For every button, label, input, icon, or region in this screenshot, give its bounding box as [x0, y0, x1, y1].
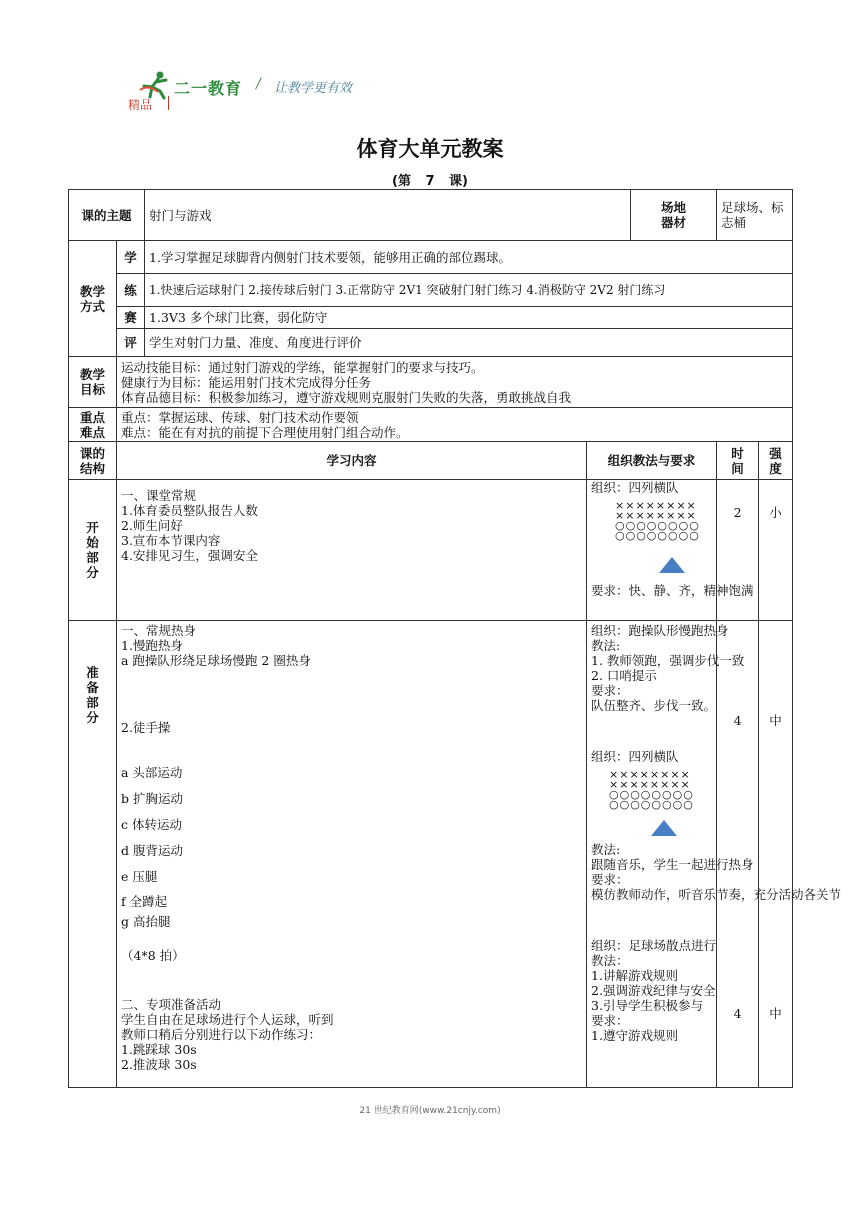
page-title: 体育大单元教案: [356, 137, 504, 161]
exercise-line: f 全蹲起: [121, 894, 168, 909]
col-intensity: 强 度: [759, 442, 793, 480]
org-line: 1.遵守游戏规则: [591, 1028, 678, 1043]
goals-text: [117, 357, 793, 408]
start-organization: [587, 480, 754, 621]
content-line: 2.徒手操: [121, 720, 171, 735]
goals-row: [69, 357, 793, 408]
start-label: 开 始 部 分: [69, 480, 117, 621]
prep-time-2: 4: [733, 1006, 742, 1021]
keypoints-label: 重点 难点: [69, 408, 117, 442]
content-line: 1.跳踩球 30s: [121, 1042, 197, 1057]
exercise-line: a 头部运动: [121, 765, 183, 780]
teacher-triangle-icon: [651, 820, 677, 836]
org-line: 要求：: [591, 1013, 629, 1028]
org-line: 跟随音乐，学生一起进行热身: [591, 857, 754, 872]
goal-line: 健康行为目标：能运用射门技术完成得分任务: [121, 374, 372, 390]
method-key: 练: [117, 274, 145, 307]
prep-organization: [587, 621, 842, 1088]
content-line: 2.师生问好: [121, 518, 183, 533]
method-key: 赛: [117, 307, 145, 329]
theme-label: 课的主题: [69, 190, 145, 241]
badge-label: 精品: [128, 98, 153, 112]
prep-intensity-2: 中: [769, 1006, 782, 1021]
start-time: 2: [717, 480, 759, 621]
formation-row: ○○○○○○○○: [609, 798, 694, 811]
logo-slogan: 让教学更有效: [274, 81, 353, 96]
column-header-row: [69, 442, 793, 480]
org-title: 组织：四列横队: [591, 480, 679, 495]
org-title: 组织：四列横队: [591, 749, 679, 764]
formation-row: ××××××××: [615, 499, 697, 512]
goal-line: 体育品德目标：积极参加练习，遵守游戏规则克服射门失败的失落，勇敢挑战自我: [121, 389, 572, 405]
org-line: 模仿教师动作，听音乐节奏，充分活动各关节: [591, 887, 842, 902]
content-line: 教师口稍后分别进行以下动作练习：: [121, 1027, 322, 1042]
keypoints-text: [117, 408, 793, 442]
org-line: 教法:: [591, 638, 621, 653]
badge-divider: [168, 96, 169, 110]
col-organization: 组织教法与要求: [587, 442, 717, 480]
org-line: 队伍整齐、步伐一致。: [591, 698, 717, 713]
content-line: 3.宣布本节课内容: [121, 533, 221, 548]
prep-content: [117, 621, 587, 1088]
method-text: 学生对射门力量、准度、角度进行评价: [145, 329, 793, 357]
formation-diagram: [591, 495, 791, 547]
content-line: 学生自由在足球场进行个人运球，听到: [121, 1012, 334, 1027]
theme-row: [69, 190, 793, 241]
exercise-line: e 压腿: [121, 869, 158, 884]
requirement-line: 要求：快、静、齐，精神饱满: [591, 583, 754, 598]
teacher-triangle-icon: [659, 557, 685, 573]
org-line: 3.引导学生积极参与: [591, 998, 703, 1013]
formation-row: ××××××××: [609, 778, 691, 791]
prep-time-1: 4: [733, 713, 742, 728]
org-line: 组织：足球场散点进行: [591, 938, 717, 953]
method-text: 1.3V3 多个球门比赛，弱化防守: [145, 307, 793, 329]
method-key: 评: [117, 329, 145, 357]
content-line: a 跑操队形绕足球场慢跑 2 圈热身: [121, 653, 311, 668]
formation-row: ○○○○○○○○: [615, 529, 700, 542]
formation-row: ○○○○○○○○: [615, 519, 700, 532]
prep-intensity-1: 中: [769, 713, 782, 728]
keypoint-line: 难点：能在有对抗的前提下合理使用射门组合动作。: [121, 424, 409, 440]
lesson-plan-table: [68, 189, 842, 1088]
formation-row: ××××××××: [609, 768, 691, 781]
keypoint-line: 重点：掌握运球、传球、射门技术动作要领: [121, 409, 359, 425]
org-line: 2. 口哨提示: [591, 668, 657, 683]
org-line: 1. 教师领跑，强调步伐一致: [591, 653, 745, 668]
prep-section-row: [69, 621, 793, 1088]
content-line: 一、课堂常规: [121, 488, 197, 503]
method-row: [69, 241, 793, 274]
site-header: [128, 66, 428, 116]
lesson-number: (第 7 课): [392, 174, 468, 189]
method-row: [69, 307, 793, 329]
org-line: 要求：: [591, 683, 629, 698]
start-section-row: [69, 480, 793, 621]
theme-value: 射门与游戏: [145, 190, 631, 241]
exercise-line: b 扩胸运动: [121, 791, 183, 806]
col-content: 学习内容: [117, 442, 587, 480]
org-line: 教法：: [591, 953, 629, 968]
prep-intensity: [759, 621, 793, 1088]
start-intensity: 小: [759, 480, 793, 621]
method-row: [69, 274, 793, 307]
content-line: 一、常规热身: [121, 623, 197, 638]
goals-label: 教学 目标: [69, 357, 117, 408]
prep-label: 准 备 部 分: [69, 621, 117, 1088]
venue-value: 足球场、标志桶: [717, 190, 793, 241]
org-line: 教法:: [591, 842, 621, 857]
venue-label: 场地 器材: [631, 190, 717, 241]
org-line: 要求：: [591, 872, 629, 887]
content-line: 2.推波球 30s: [121, 1057, 197, 1072]
exercise-line: g 高抬腿: [121, 914, 171, 929]
logo-separator: /: [256, 76, 261, 92]
formation-diagram: [591, 764, 791, 816]
org-line: 组织：跑操队形慢跑热身: [591, 623, 729, 638]
method-text: 1.学习掌握足球脚背内侧射门技术要领，能够用正确的部位踢球。: [145, 241, 793, 274]
methods-label: 教学 方式: [69, 241, 117, 357]
goal-line: 运动技能目标：通过射门游戏的学练，能掌握射门的要求与技巧。: [121, 359, 484, 375]
exercise-line: c 体转运动: [121, 817, 182, 832]
logo-text: 二一教育: [174, 79, 243, 98]
content-line: 1.体育委员整队报告人数: [121, 503, 258, 518]
content-line: 1.慢跑热身: [121, 638, 183, 653]
formation-row: ××××××××: [615, 509, 697, 522]
exercise-line: d 腹背运动: [121, 843, 183, 858]
col-structure: 课的 结构: [69, 442, 117, 480]
keypoints-row: [69, 408, 793, 442]
formation-row: ○○○○○○○○: [609, 788, 694, 801]
col-time: 时 间: [717, 442, 759, 480]
method-key: 学: [117, 241, 145, 274]
beats-line: （4*8 拍）: [121, 948, 185, 963]
method-row: [69, 329, 793, 357]
org-line: 1.讲解游戏规则: [591, 968, 678, 983]
content-line: 二、专项准备活动: [121, 997, 222, 1012]
org-line: 2.强调游戏纪律与安全: [591, 983, 716, 998]
prep-time: [717, 621, 759, 1088]
content-line: 4.安排见习生，强调安全: [121, 548, 258, 563]
method-text: 1.快速后运球射门 2.接传球后射门 3.正常防守 2V1 突破射门射门练习 4.消极防守 2V2 射门练习: [145, 274, 793, 307]
page-footer: 21 世纪教育网(www.21cnjy.com): [359, 1106, 501, 1116]
start-content: [117, 480, 587, 621]
